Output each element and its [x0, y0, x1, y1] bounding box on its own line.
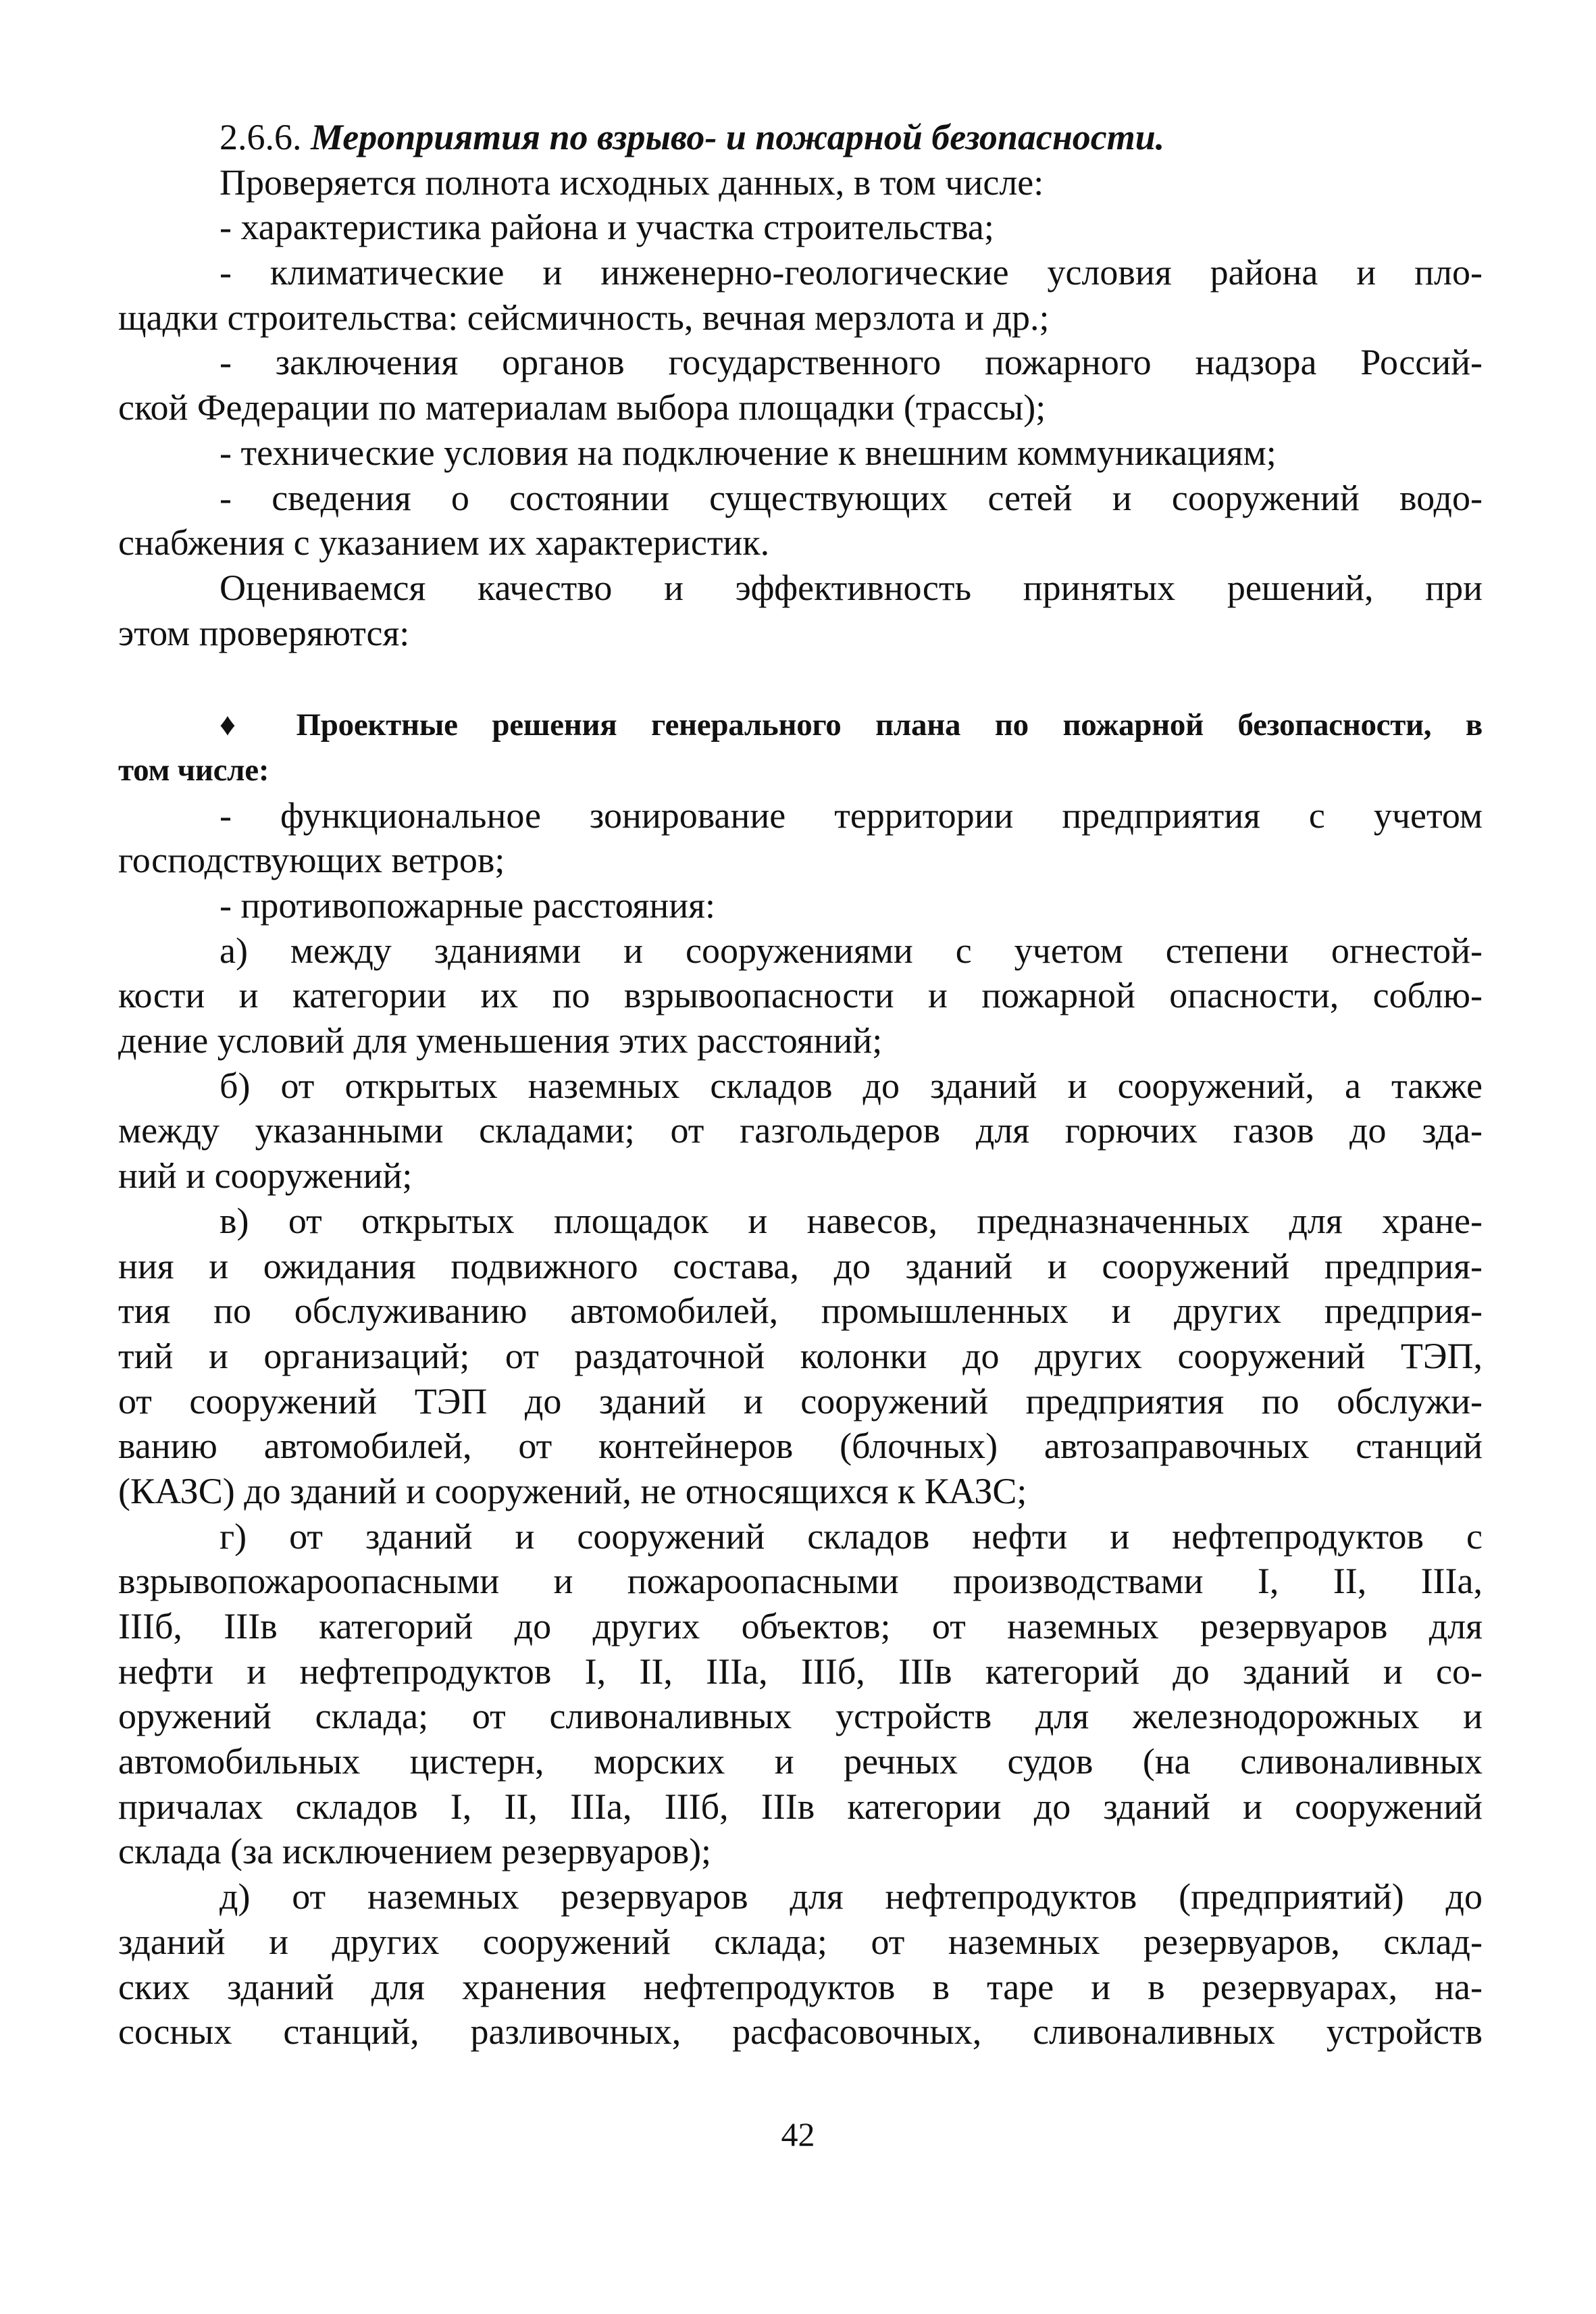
section-number: 2.6.6.: [220, 117, 311, 157]
paragraph-line: ний и сооружений;: [118, 1155, 413, 1197]
paragraph-line: ских зданий для хранения нефтепродуктов в таре и в резервуарах, на-: [118, 1966, 1483, 2007]
paragraph-line: кости и категории их по взрывоопасности и пожарной опасности, соблю-: [118, 975, 1483, 1016]
paragraph-line: снабжения с указанием их характеристик.: [118, 522, 770, 563]
paragraph-line: Оцениваемся качество и эффективность принятых решений, при: [220, 567, 1483, 608]
paragraph-line: в) от открытых площадок и навесов, предназначенных для хране-: [220, 1200, 1483, 1241]
paragraph-line: сосных станций, разливочных, расфасовочных, сливоналивных устройств: [118, 2011, 1483, 2053]
paragraph-line: тий и организаций; от раздаточной колонки до других сооружений ТЭП,: [118, 1335, 1483, 1376]
paragraph-line: нефти и нефтепродуктов I, II, IIIа, IIIб, IIIв категорий до зданий и со-: [118, 1651, 1483, 1692]
paragraph-line: ванию автомобилей, от контейнеров (блочных) автозаправочных станций: [118, 1426, 1483, 1467]
paragraph-line: оружений склада; от сливоналивных устройств для железнодорожных и: [118, 1696, 1483, 1737]
paragraph-line: взрывопожароопасными и пожароопасными производствами I, II, IIIа,: [118, 1561, 1483, 1602]
paragraph-line: д) от наземных резервуаров для нефтепродуктов (предприятий) до: [220, 1876, 1483, 1917]
paragraph-line: б) от открытых наземных складов до зданий и сооружений, а также: [220, 1065, 1483, 1106]
paragraph-line: г) от зданий и сооружений складов нефти и нефтепродуктов с: [220, 1515, 1483, 1557]
paragraph-line: господствующих ветров;: [118, 840, 505, 881]
paragraph-line: ской Федерации по материалам выбора площадки (трассы);: [118, 387, 1046, 428]
paragraph-line: зданий и других сооружений склада; от наземных резервуаров, склад-: [118, 1921, 1483, 1962]
paragraph-line: - технические условия на подключение к внешним коммуникациям;: [220, 432, 1277, 473]
paragraph-line: причалах складов I, II, IIIа, IIIб, IIIв категории до зданий и сооружений: [118, 1786, 1483, 1827]
paragraph-line: ния и ожидания подвижного состава, до зданий и сооружений предприя-: [118, 1245, 1483, 1286]
paragraph-line: - характеристика района и участка строительства;: [220, 207, 994, 248]
paragraph-line: тия по обслуживанию автомобилей, промышленных и других предприя-: [118, 1290, 1483, 1332]
paragraph-line: (КАЗС) до зданий и сооружений, не относящихся к КАЗС;: [118, 1470, 1027, 1511]
paragraph-line: - климатические и инженерно-геологические условия района и пло-: [220, 252, 1483, 293]
paragraph-line: щадки строительства: сейсмичность, вечная мерзлота и др.;: [118, 297, 1050, 338]
page-number: 42: [781, 2115, 815, 2153]
paragraph-line: дение условий для уменьшения этих расстояний;: [118, 1020, 883, 1061]
paragraph-line: а) между зданиями и сооружениями с учетом степени огнестой-: [220, 930, 1483, 971]
paragraph-line: - сведения о состоянии существующих сетей и сооружений водо-: [220, 477, 1483, 518]
paragraph-line: - противопожарные расстояния:: [220, 885, 716, 926]
document-page: [118, 115, 1483, 2055]
paragraph-line: автомобильных цистерн, морских и речных судов (на сливоналивных: [118, 1741, 1483, 1782]
section-title: Мероприятия по взрыво- и пожарной безопасности.: [311, 117, 1165, 157]
bullet-heading: [118, 703, 1483, 748]
paragraph-line: между указанными складами; от газгольдеров для горючих газов до зда-: [118, 1110, 1483, 1151]
paragraph-line: этом проверяются:: [118, 612, 410, 653]
paragraph-line: IIIб, IIIв категорий до других объектов; от наземных резервуаров для: [118, 1606, 1483, 1646]
spacer: [118, 655, 1483, 703]
diamond-bullet-icon: ♦: [220, 707, 262, 743]
bullet-heading-continuation: том числе:: [118, 752, 269, 788]
paragraph-line: Проверяется полнота исходных данных, в том числе:: [220, 161, 1044, 203]
paragraph-line: - заключения органов государственного пожарного надзора Россий-: [220, 342, 1483, 383]
paragraph-line: - функциональное зонирование территории предприятия с учетом: [220, 795, 1483, 836]
bullet-heading-text: Проектные решения генерального плана по пожарной безопасности, в: [296, 707, 1483, 743]
paragraph-line: склада (за исключением резервуаров);: [118, 1831, 712, 1872]
section-heading: [118, 115, 1483, 160]
paragraph-line: от сооружений ТЭП до зданий и сооружений предприятия по обслужи-: [118, 1380, 1483, 1422]
